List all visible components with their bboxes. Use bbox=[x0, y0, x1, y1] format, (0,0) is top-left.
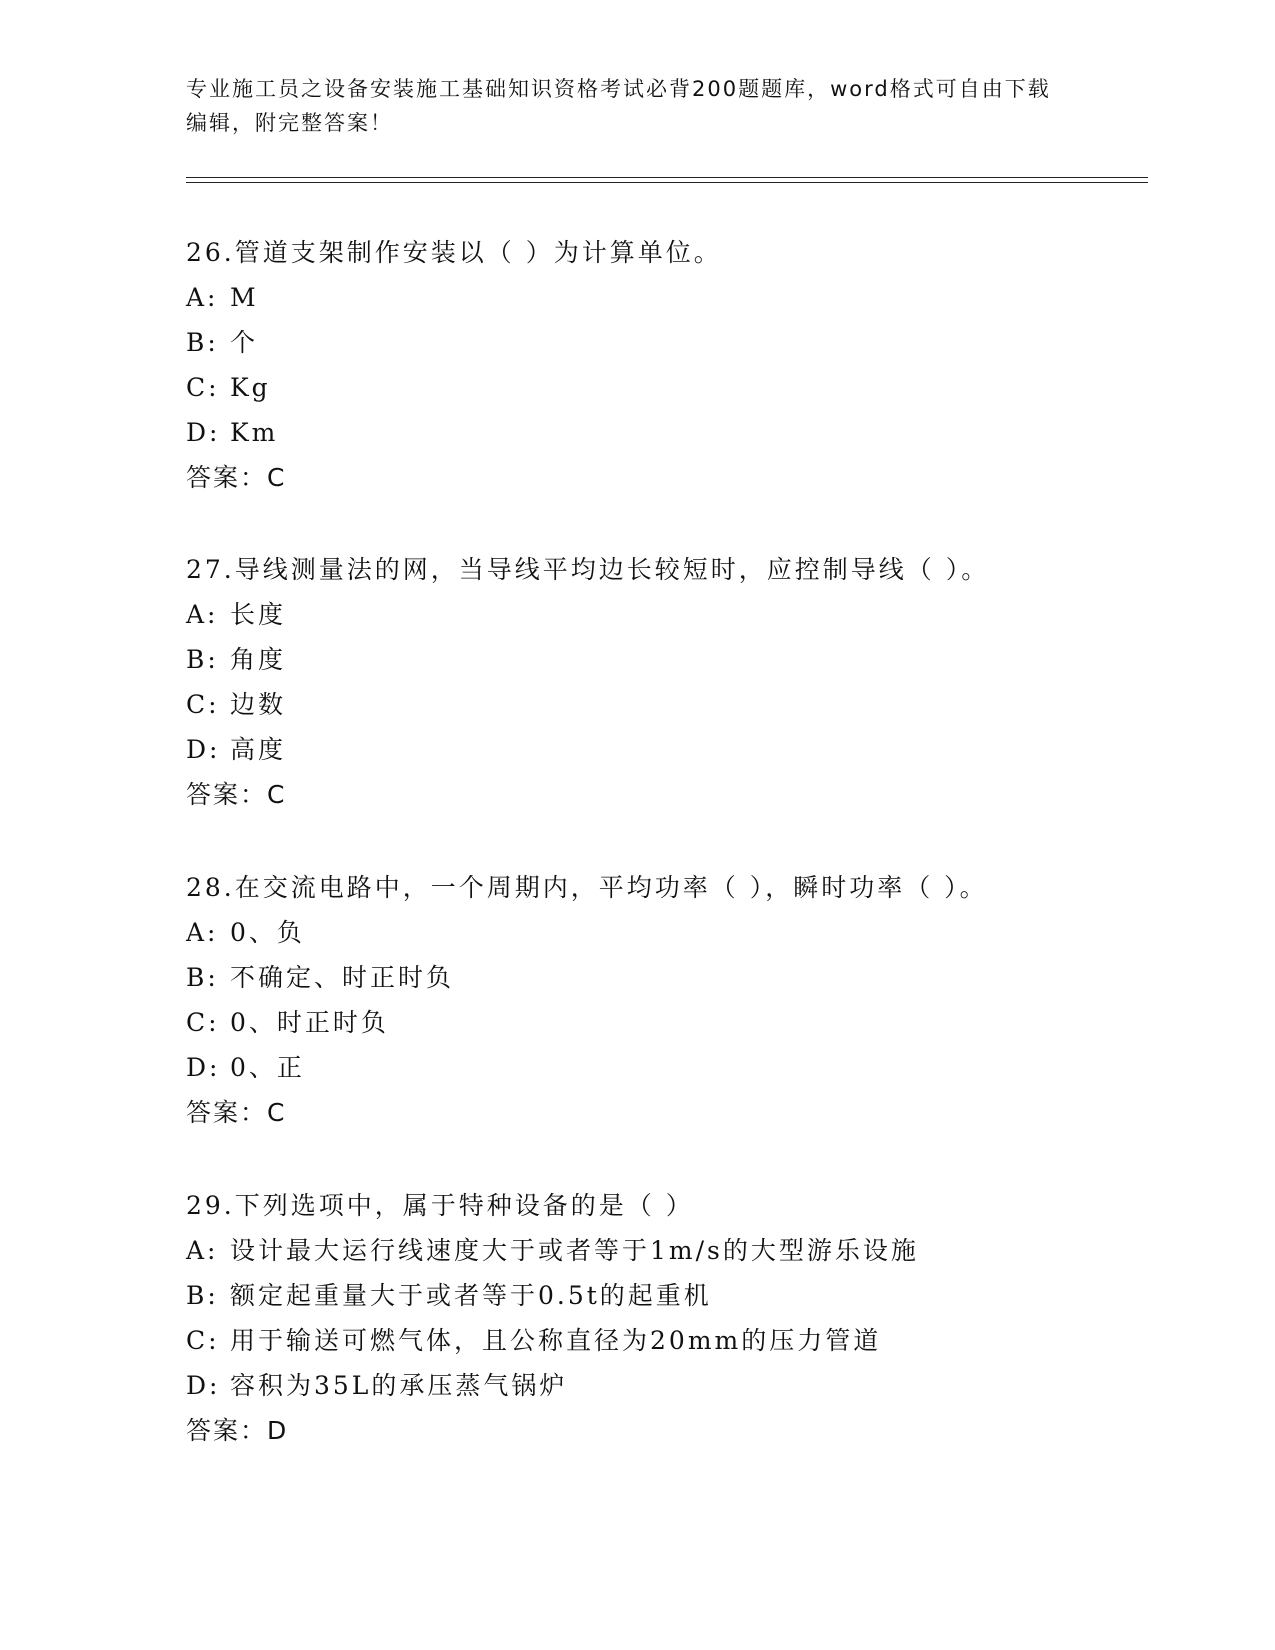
question-27 bbox=[186, 547, 1146, 817]
option-text: 个 bbox=[230, 328, 259, 357]
option-key: D: bbox=[186, 735, 221, 764]
answer-label: 答案： bbox=[186, 1098, 268, 1127]
option-text: 0、正 bbox=[230, 1053, 305, 1082]
option-text: 角度 bbox=[230, 645, 287, 674]
question-stem: 29.下列选项中，属于特种设备的是（ ） bbox=[186, 1191, 694, 1220]
option-text: 边数 bbox=[230, 690, 287, 719]
option-key: D: bbox=[186, 1053, 221, 1082]
question-28 bbox=[186, 865, 1146, 1135]
option-d bbox=[186, 727, 1146, 772]
answer-value: C bbox=[267, 463, 287, 492]
question-stem: 27.导线测量法的网，当导线平均边长较短时，应控制导线（ ）。 bbox=[186, 555, 990, 584]
option-key: A: bbox=[186, 600, 219, 629]
question-stem: 26.管道支架制作安装以（ ）为计算单位。 bbox=[186, 238, 722, 267]
option-key: B: bbox=[186, 1281, 219, 1310]
question-29 bbox=[186, 1183, 1146, 1453]
option-text: 容积为35L的承压蒸气锅炉 bbox=[230, 1371, 568, 1400]
option-d bbox=[186, 1045, 1146, 1090]
option-text: 设计最大运行线速度大于或者等于1m/s的大型游乐设施 bbox=[230, 1236, 919, 1265]
option-b bbox=[186, 1273, 1146, 1318]
option-c bbox=[186, 682, 1146, 727]
option-c bbox=[186, 1000, 1146, 1045]
option-text: 额定起重量大于或者等于0.5t的起重机 bbox=[230, 1281, 712, 1310]
answer-line bbox=[186, 772, 1146, 817]
answer-label: 答案： bbox=[186, 780, 268, 809]
option-c bbox=[186, 365, 1146, 410]
option-text: 0、负 bbox=[230, 918, 305, 947]
option-key: B: bbox=[186, 645, 219, 674]
answer-value: C bbox=[267, 780, 287, 809]
option-key: A: bbox=[186, 283, 219, 312]
option-text: Kg bbox=[230, 373, 271, 402]
option-text: 0、时正时负 bbox=[230, 1008, 389, 1037]
option-d bbox=[186, 410, 1146, 455]
option-key: D: bbox=[186, 418, 221, 447]
answer-value: D bbox=[267, 1416, 289, 1445]
option-d bbox=[186, 1363, 1146, 1408]
option-text: M bbox=[230, 283, 259, 312]
option-key: A: bbox=[186, 918, 219, 947]
option-text: 用于输送可燃气体，且公称直径为20mm的压力管道 bbox=[230, 1326, 882, 1355]
option-key: C: bbox=[186, 690, 220, 719]
option-key: A: bbox=[186, 1236, 219, 1265]
document-header bbox=[186, 72, 1066, 140]
option-b bbox=[186, 955, 1146, 1000]
question-stem: 28.在交流电路中，一个周期内，平均功率（ ），瞬时功率（ ）。 bbox=[186, 873, 988, 902]
option-a bbox=[186, 910, 1146, 955]
option-b bbox=[186, 320, 1146, 365]
option-key: C: bbox=[186, 373, 220, 402]
option-key: B: bbox=[186, 963, 219, 992]
option-text: Km bbox=[230, 418, 279, 447]
option-b bbox=[186, 637, 1146, 682]
answer-label: 答案： bbox=[186, 463, 268, 492]
option-a bbox=[186, 1228, 1146, 1273]
header-divider-top bbox=[186, 177, 1148, 178]
option-key: D: bbox=[186, 1371, 221, 1400]
option-key: C: bbox=[186, 1008, 220, 1037]
document-title: 专业施工员之设备安装施工基础知识资格考试必背200题题库，word格式可自由下载编辑，附完整答案！ bbox=[186, 77, 1051, 135]
answer-value: C bbox=[267, 1098, 287, 1127]
option-a bbox=[186, 592, 1146, 637]
option-text: 高度 bbox=[230, 735, 287, 764]
option-text: 长度 bbox=[230, 600, 287, 629]
answer-line bbox=[186, 1408, 1146, 1453]
answer-label: 答案： bbox=[186, 1416, 268, 1445]
header-divider-bottom bbox=[186, 182, 1148, 183]
answer-line bbox=[186, 1090, 1146, 1135]
answer-line bbox=[186, 455, 1146, 500]
option-text: 不确定、时正时负 bbox=[230, 963, 455, 992]
option-key: B: bbox=[186, 328, 219, 357]
option-a bbox=[186, 275, 1146, 320]
option-key: C: bbox=[186, 1326, 220, 1355]
question-26 bbox=[186, 230, 1146, 500]
option-c bbox=[186, 1318, 1146, 1363]
